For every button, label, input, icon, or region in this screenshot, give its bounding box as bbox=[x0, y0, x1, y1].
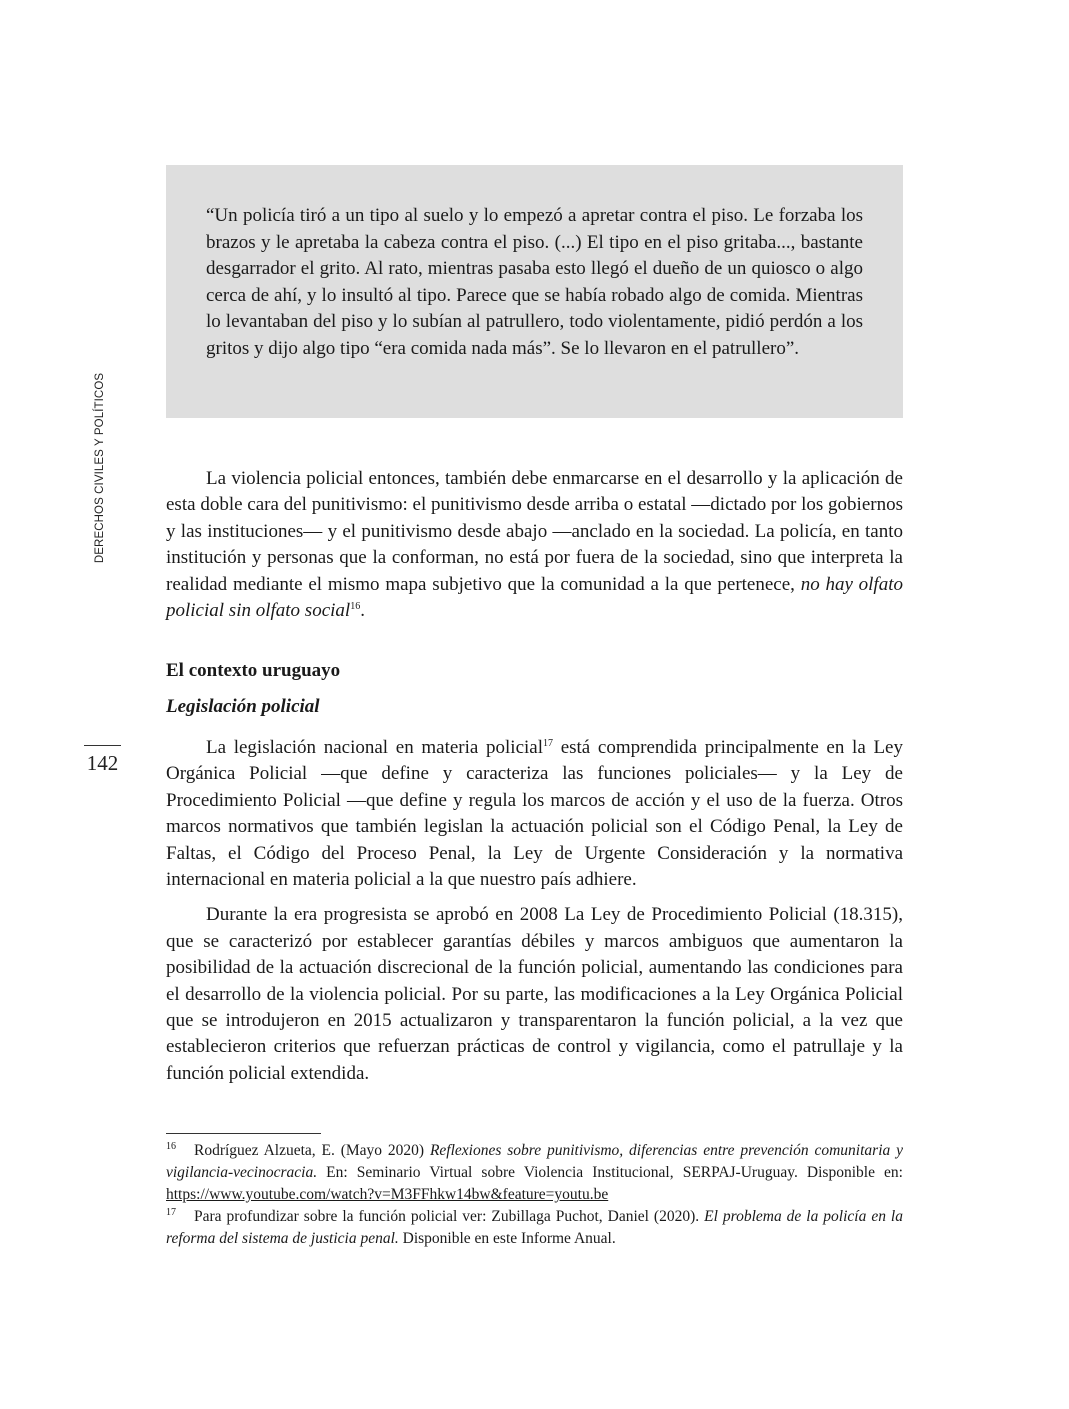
side-section-label: DERECHOS CIVILES Y POLÍTICOS bbox=[94, 372, 106, 564]
page-number-rule bbox=[84, 745, 121, 746]
paragraph-1-italic: no hay olfato policial sin olfato social bbox=[166, 573, 903, 622]
footnote-ref-17[interactable]: 17 bbox=[543, 738, 554, 749]
footnote-17-text-a: Para profundizar sobre la función policial ver: Zubillaga Puchot, Daniel (2020). bbox=[194, 1208, 705, 1225]
footnote-16-text-b: En: Seminario Virtual sobre Violencia Institucional, SERPAJ-Uruguay. Disponible en: bbox=[317, 1164, 903, 1181]
body-section-2 bbox=[166, 735, 903, 1087]
footnotes bbox=[166, 1140, 903, 1250]
section-heading: El contexto uruguayo bbox=[166, 660, 341, 681]
footnote-rule bbox=[166, 1133, 321, 1134]
paragraph-3: Durante la era progresista se aprobó en 2008 La Ley de Procedimiento Policial (18.315), que se caracterizó por establecer garantías débiles y marcos ambiguos que aumentaron la posibilidad de la actuación discrecional de la función policial, aumentando las condiciones para el desarrollo de la violencia policial. Por su parte, las modificaciones a la Ley Orgánica Policial que se introdujeron en 2015 actualizaron y transparentaron la función policial, a la vez que establecieron criterios que refuerzan prácticas de control y vigilancia, como el patrullaje y la función policial extendida. bbox=[166, 904, 903, 1084]
body-section-1 bbox=[166, 466, 903, 624]
subsection-heading: Legislación policial bbox=[166, 696, 320, 717]
footnote-ref-16[interactable]: 16 bbox=[350, 601, 361, 613]
footnote-17: 17 Para profundizar sobre la función policial ver: Zubillaga Puchot, Daniel (2020). El problema de la policía en la reforma del sistema de justicia penal. Disponible en este Informe Anual. bbox=[166, 1207, 903, 1247]
footnote-16-link[interactable]: https://www.youtube.com/watch?v=M3FFhkw14bw&feature=youtu.be bbox=[166, 1186, 609, 1203]
quote-text: “Un policía tiró a un tipo al suelo y lo empezó a apretar contra el piso. Le forzaba los brazos y le apretaba la cabeza contra el piso. (...) El tipo en el piso gritaba..., bastante desgarrador el grito. Al rato, mientras pasaba esto llegó el dueño de un quiosco o algo cerca de ahí, y lo insultó al tipo. Parece que se había robado algo de comida. Mientras lo levantaban del piso y lo subían al patrullero, todo violentamente, pidió perdón a los gritos y dijo algo tipo “era comida nada más”. Se lo llevaron en el patrullero”. bbox=[206, 205, 863, 359]
paragraph-2 bbox=[166, 735, 903, 893]
footnote-16-text-a: Rodríguez Alzueta, E. (Mayo 2020) bbox=[194, 1142, 430, 1159]
footnote-16: 16 Rodríguez Alzueta, E. (Mayo 2020) Reflexiones sobre punitivismo, diferencias entre prevención comunitaria y vigilancia-vecinocracia. En: Seminario Virtual sobre Violencia Institucional, SERPAJ-Uruguay. Disponible en: https://www.youtube.com/watch?v=M3FFhkw14bw&feature=youtu.be bbox=[166, 1141, 903, 1203]
quote-box bbox=[166, 165, 903, 418]
paragraph-1-text: La violencia policial entonces, también debe enmarcarse en el desarrollo y la aplicación de esta doble cara del punitivismo: el punitivismo desde arriba o estatal —dictado por los gobiernos y las instituciones— y el punitivismo desde abajo —anclado en la sociedad. La policía, en tanto institución y personas que la conforman, no está por fuera de la sociedad, sino que interpreta la realidad mediante el mismo mapa subjetivo que la comunidad a la que pertenece, bbox=[166, 468, 903, 595]
footnote-17-title: El problema de la policía en la reforma del sistema de justicia penal. bbox=[166, 1208, 903, 1247]
page-number: 142 bbox=[86, 751, 119, 775]
paragraph-1 bbox=[166, 466, 903, 624]
footnote-17-text-b: Disponible en este Informe Anual. bbox=[398, 1230, 616, 1247]
footnote-16-title: Reflexiones sobre punitivismo, diferencias entre prevención comunitaria y vigilancia-vecinocracia. bbox=[166, 1142, 903, 1181]
paragraph-2-text-a: La legislación nacional en materia policial bbox=[206, 737, 544, 758]
paragraph-2-text-b: está comprendida principalmente en la Ley Orgánica Policial —que define y caracteriza las funciones policiales— y la Ley de Procedimiento Policial —que define y regula los marcos de acción y el uso de la fuerza. Otros marcos normativos que también legislan la actuación policial son el Código Penal, la Ley de Faltas, el Código del Proceso Penal, la Ley de Urgente Consideración y la normativa internacional en materia policial a la que nuestro país adhiere. bbox=[166, 737, 903, 891]
paragraph-1-end: . bbox=[360, 600, 365, 622]
